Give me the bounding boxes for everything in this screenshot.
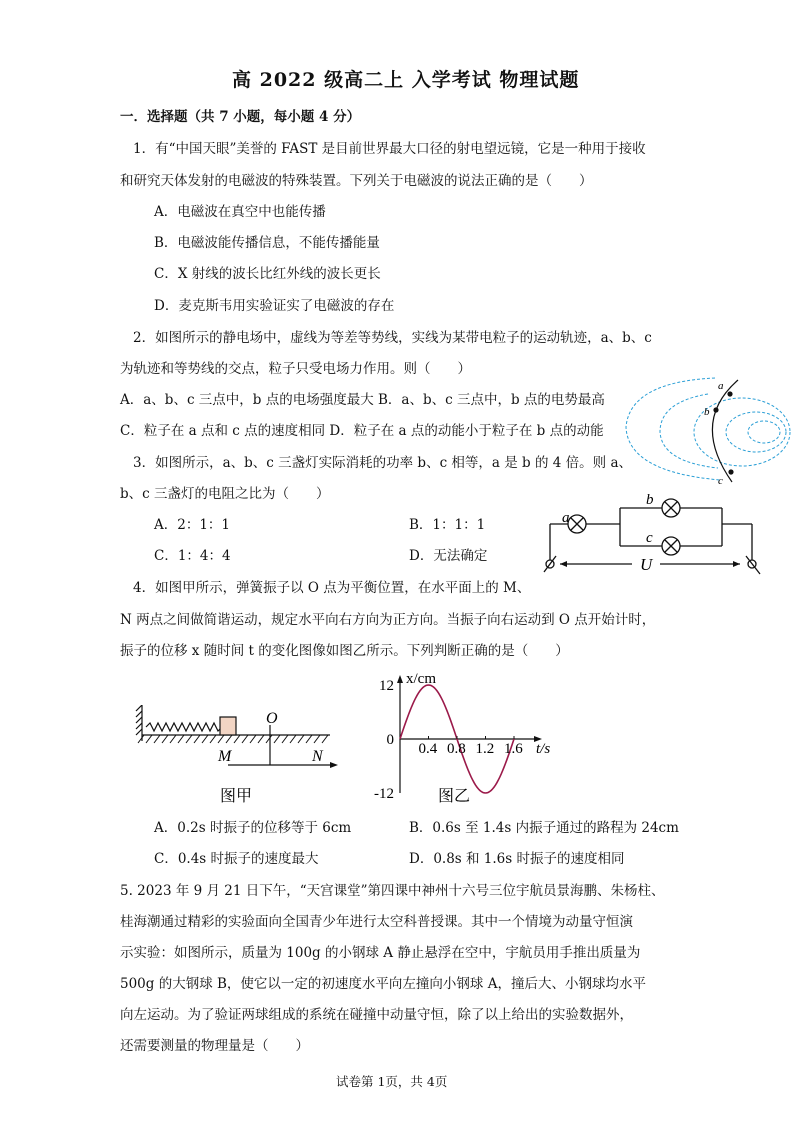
q1-line2: 和研究天体发射的电磁波的特殊装置。下列关于电磁波的说法正确的是（ ）	[120, 173, 593, 189]
q4-option-c: C．0.4s 时振子的速度最大	[154, 851, 319, 867]
label-a: a	[718, 380, 724, 392]
label-voltage-u: U	[640, 555, 653, 574]
q3-option-b: B．1：1：1	[409, 517, 486, 533]
label-lamp-a: a	[562, 510, 570, 526]
label-lamp-b: b	[646, 492, 654, 508]
q3-option-d: D．无法确定	[409, 548, 488, 564]
point-a	[727, 391, 732, 396]
equipotential-line-4	[726, 412, 786, 452]
q1-option-d: D．麦克斯韦用实验证实了电磁波的存在	[154, 298, 395, 314]
spring-oscillator-figure	[134, 705, 344, 805]
oscillator-block	[220, 717, 236, 735]
page-footer: 试卷第 1页，共 4页	[336, 1074, 448, 1089]
displacement-time-chart	[366, 665, 566, 807]
circuit-figure	[540, 488, 774, 580]
label-n: N	[312, 748, 323, 765]
equipotential-line-outer	[626, 378, 720, 480]
q2-line2: 为轨迹和等势线的交点，粒子只受电场力作用。则（ ）	[120, 361, 471, 377]
label-o: O	[266, 710, 278, 727]
q4-line1: 4．如图甲所示，弹簧振子以 O 点为平衡位置，在水平面上的 M、	[133, 580, 531, 596]
point-b	[713, 407, 718, 412]
q1-option-b: B．电磁波能传播信息，不能传播能量	[154, 235, 380, 251]
spring	[146, 723, 222, 731]
caption-fig-yi: 图乙	[438, 786, 471, 805]
equipotential-figure	[620, 372, 792, 492]
label-lamp-c: c	[646, 530, 653, 546]
q3-line2: b、c 三盏灯的电阻之比为（ ）	[120, 486, 330, 502]
q1-option-c: C．X 射线的波长比红外线的波长更长	[154, 266, 381, 282]
label-b: b	[704, 406, 710, 418]
q1-option-a: A．电磁波在真空中也能传播	[154, 204, 326, 220]
y-axis-label: x/cm	[406, 671, 436, 687]
q4-option-a: A．0.2s 时振子的位移等于 6cm	[154, 820, 352, 836]
equipotential-line-5	[748, 421, 780, 443]
y-tick-label: 0	[386, 732, 394, 748]
q5-line4: 500g 的大钢球 B，使它以一定的初速度水平向左撞向小钢球 A，撞后大、小钢球均水平	[120, 976, 646, 992]
q1-line1: 1．有“中国天眼”美誉的 FAST 是目前世界最大口径的射电望远镜，它是一种用于接收	[133, 141, 646, 157]
q2-options-ab: A．a、b、c 三点中，b 点的电场强度最大 B．a、b、c 三点中，b 点的电势最高	[120, 392, 605, 408]
q5-line2: 桂海潮通过精彩的实验面向全国青少年进行太空科普授课。其中一个情境为动量守恒演	[120, 914, 633, 930]
point-c	[728, 469, 733, 474]
q5-line1: 5. 2023 年 9 月 21 日下午，“天宫课堂”第四课中神州十六号三位宇航员景海鹏、朱杨柱、	[120, 883, 665, 899]
caption-fig-jia: 图甲	[220, 786, 253, 805]
x-tick-label: 0.8	[447, 741, 466, 757]
q3-line1: 3．如图所示，a、b、c 三盏灯实际消耗的功率 b、c 相等，a 是 b 的 4 倍。则 a、	[133, 455, 632, 471]
q5-line3: 示实验：如图所示，质量为 100g 的小钢球 A 静止悬浮在空中，宇航员用手推出质量为	[120, 945, 641, 961]
y-tick-label: 12	[379, 678, 394, 694]
q3-option-a: A．2：1：1	[154, 517, 231, 533]
q4-line3: 振子的位移 x 随时间 t 的变化图像如图乙所示。下列判断正确的是（ ）	[120, 643, 569, 659]
q4-line2: N 两点之间做简谐运动，规定水平向右方向为正方向。当振子向右运动到 O 点开始计时，	[120, 612, 656, 628]
q2-options-cd: C．粒子在 a 点和 c 点的速度相同 D．粒子在 a 点的动能小于粒子在 b 点的动能	[120, 423, 604, 439]
y-axis-arrow	[397, 675, 403, 683]
x-tick-label: 0.4	[418, 741, 438, 757]
x-axis-label: t/s	[536, 741, 551, 757]
label-c: c	[718, 475, 723, 487]
section-heading: 一．选择题（共 7 小题，每小题 4 分）	[120, 109, 361, 125]
q4-option-b: B．0.6s 至 1.4s 内振子通过的路程为 24cm	[409, 820, 679, 836]
y-tick-label: -12	[374, 786, 394, 802]
particle-trajectory	[712, 380, 738, 482]
label-m: M	[218, 748, 232, 765]
q4-option-d: D．0.8s 和 1.6s 时振子的速度相同	[409, 851, 625, 867]
q2-line1: 2．如图所示的静电场中，虚线为等差等势线，实线为某带电粒子的运动轨迹，a、b、c	[133, 330, 652, 346]
q3-option-c: C．1：4：4	[154, 548, 231, 564]
q5-line5: 向左运动。为了验证两球组成的系统在碰撞中动量守恒，除了以上给出的实验数据外，	[120, 1007, 633, 1023]
x-tick-label: 1.2	[475, 741, 495, 757]
page-title: 高 2022 级高二上 入学考试 物理试题	[232, 69, 580, 91]
q5-line6: 还需要测量的物理量是（ ）	[120, 1038, 309, 1054]
x-tick-label: 1.6	[504, 741, 523, 757]
